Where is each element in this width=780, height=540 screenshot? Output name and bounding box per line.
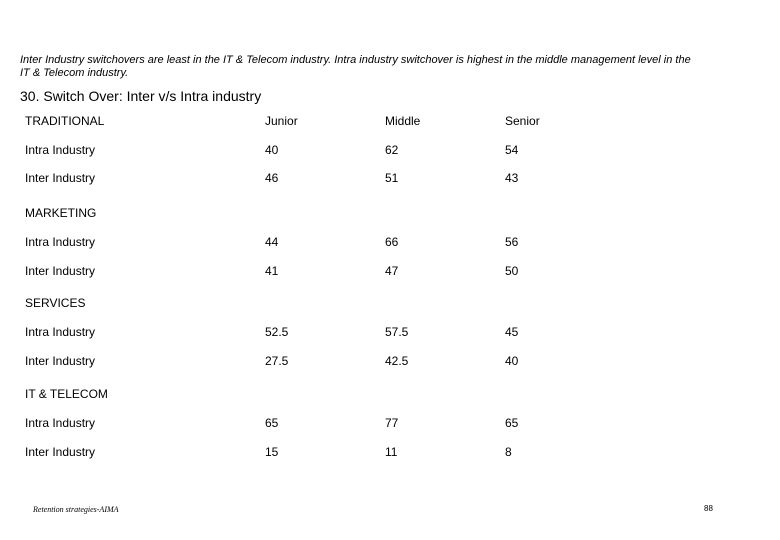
row-label: Intra Industry — [25, 416, 96, 430]
cell-middle: 42.5 — [385, 354, 409, 368]
cell-middle: 77 — [385, 416, 399, 430]
cell-senior: 65 — [505, 416, 519, 430]
row-label: Intra Industry — [25, 143, 96, 157]
section-label-services: SERVICES — [25, 296, 86, 310]
cell-junior: 46 — [265, 171, 279, 185]
cell-middle: 62 — [385, 143, 399, 157]
cell-junior: 41 — [265, 264, 279, 278]
cell-senior: 40 — [505, 354, 519, 368]
page-title: 30. Switch Over: Inter v/s Intra industry — [20, 88, 262, 104]
row-label: Inter Industry — [25, 264, 96, 278]
cell-junior: 15 — [265, 445, 279, 459]
cell-middle: 51 — [385, 171, 399, 185]
cell-junior: 44 — [265, 235, 279, 249]
cell-junior: 52.5 — [265, 325, 289, 339]
cell-middle: 57.5 — [385, 325, 409, 339]
intro-paragraph: Inter Industry switchovers are least in the IT & Telecom industry. Intra industry switchover is highest in the middle management level in the IT & Telecom industry. — [20, 54, 691, 79]
row-label: Intra Industry — [25, 235, 96, 249]
cell-senior: 56 — [505, 235, 519, 249]
header-traditional: TRADITIONAL — [25, 114, 105, 128]
row-label: Intra Industry — [25, 325, 96, 339]
cell-junior: 27.5 — [265, 354, 289, 368]
cell-senior: 50 — [505, 264, 519, 278]
cell-middle: 11 — [385, 445, 398, 459]
cell-middle: 66 — [385, 235, 399, 249]
cell-senior: 45 — [505, 325, 519, 339]
cell-senior: 8 — [505, 445, 512, 459]
row-label: Inter Industry — [25, 354, 96, 368]
page-number: 88 — [704, 504, 713, 513]
cell-senior: 43 — [505, 171, 519, 185]
section-label-marketing: MARKETING — [25, 206, 97, 220]
cell-middle: 47 — [385, 264, 399, 278]
cell-senior: 54 — [505, 143, 519, 157]
row-label: Inter Industry — [25, 171, 96, 185]
header-senior: Senior — [505, 114, 540, 128]
row-label: Inter Industry — [25, 445, 96, 459]
section-label-it-telecom: IT & TELECOM — [25, 387, 108, 401]
cell-junior: 65 — [265, 416, 279, 430]
cell-junior: 40 — [265, 143, 279, 157]
header-junior: Junior — [265, 114, 298, 128]
footer-source: Retention strategies-AIMA — [33, 505, 119, 514]
header-middle: Middle — [385, 114, 421, 128]
